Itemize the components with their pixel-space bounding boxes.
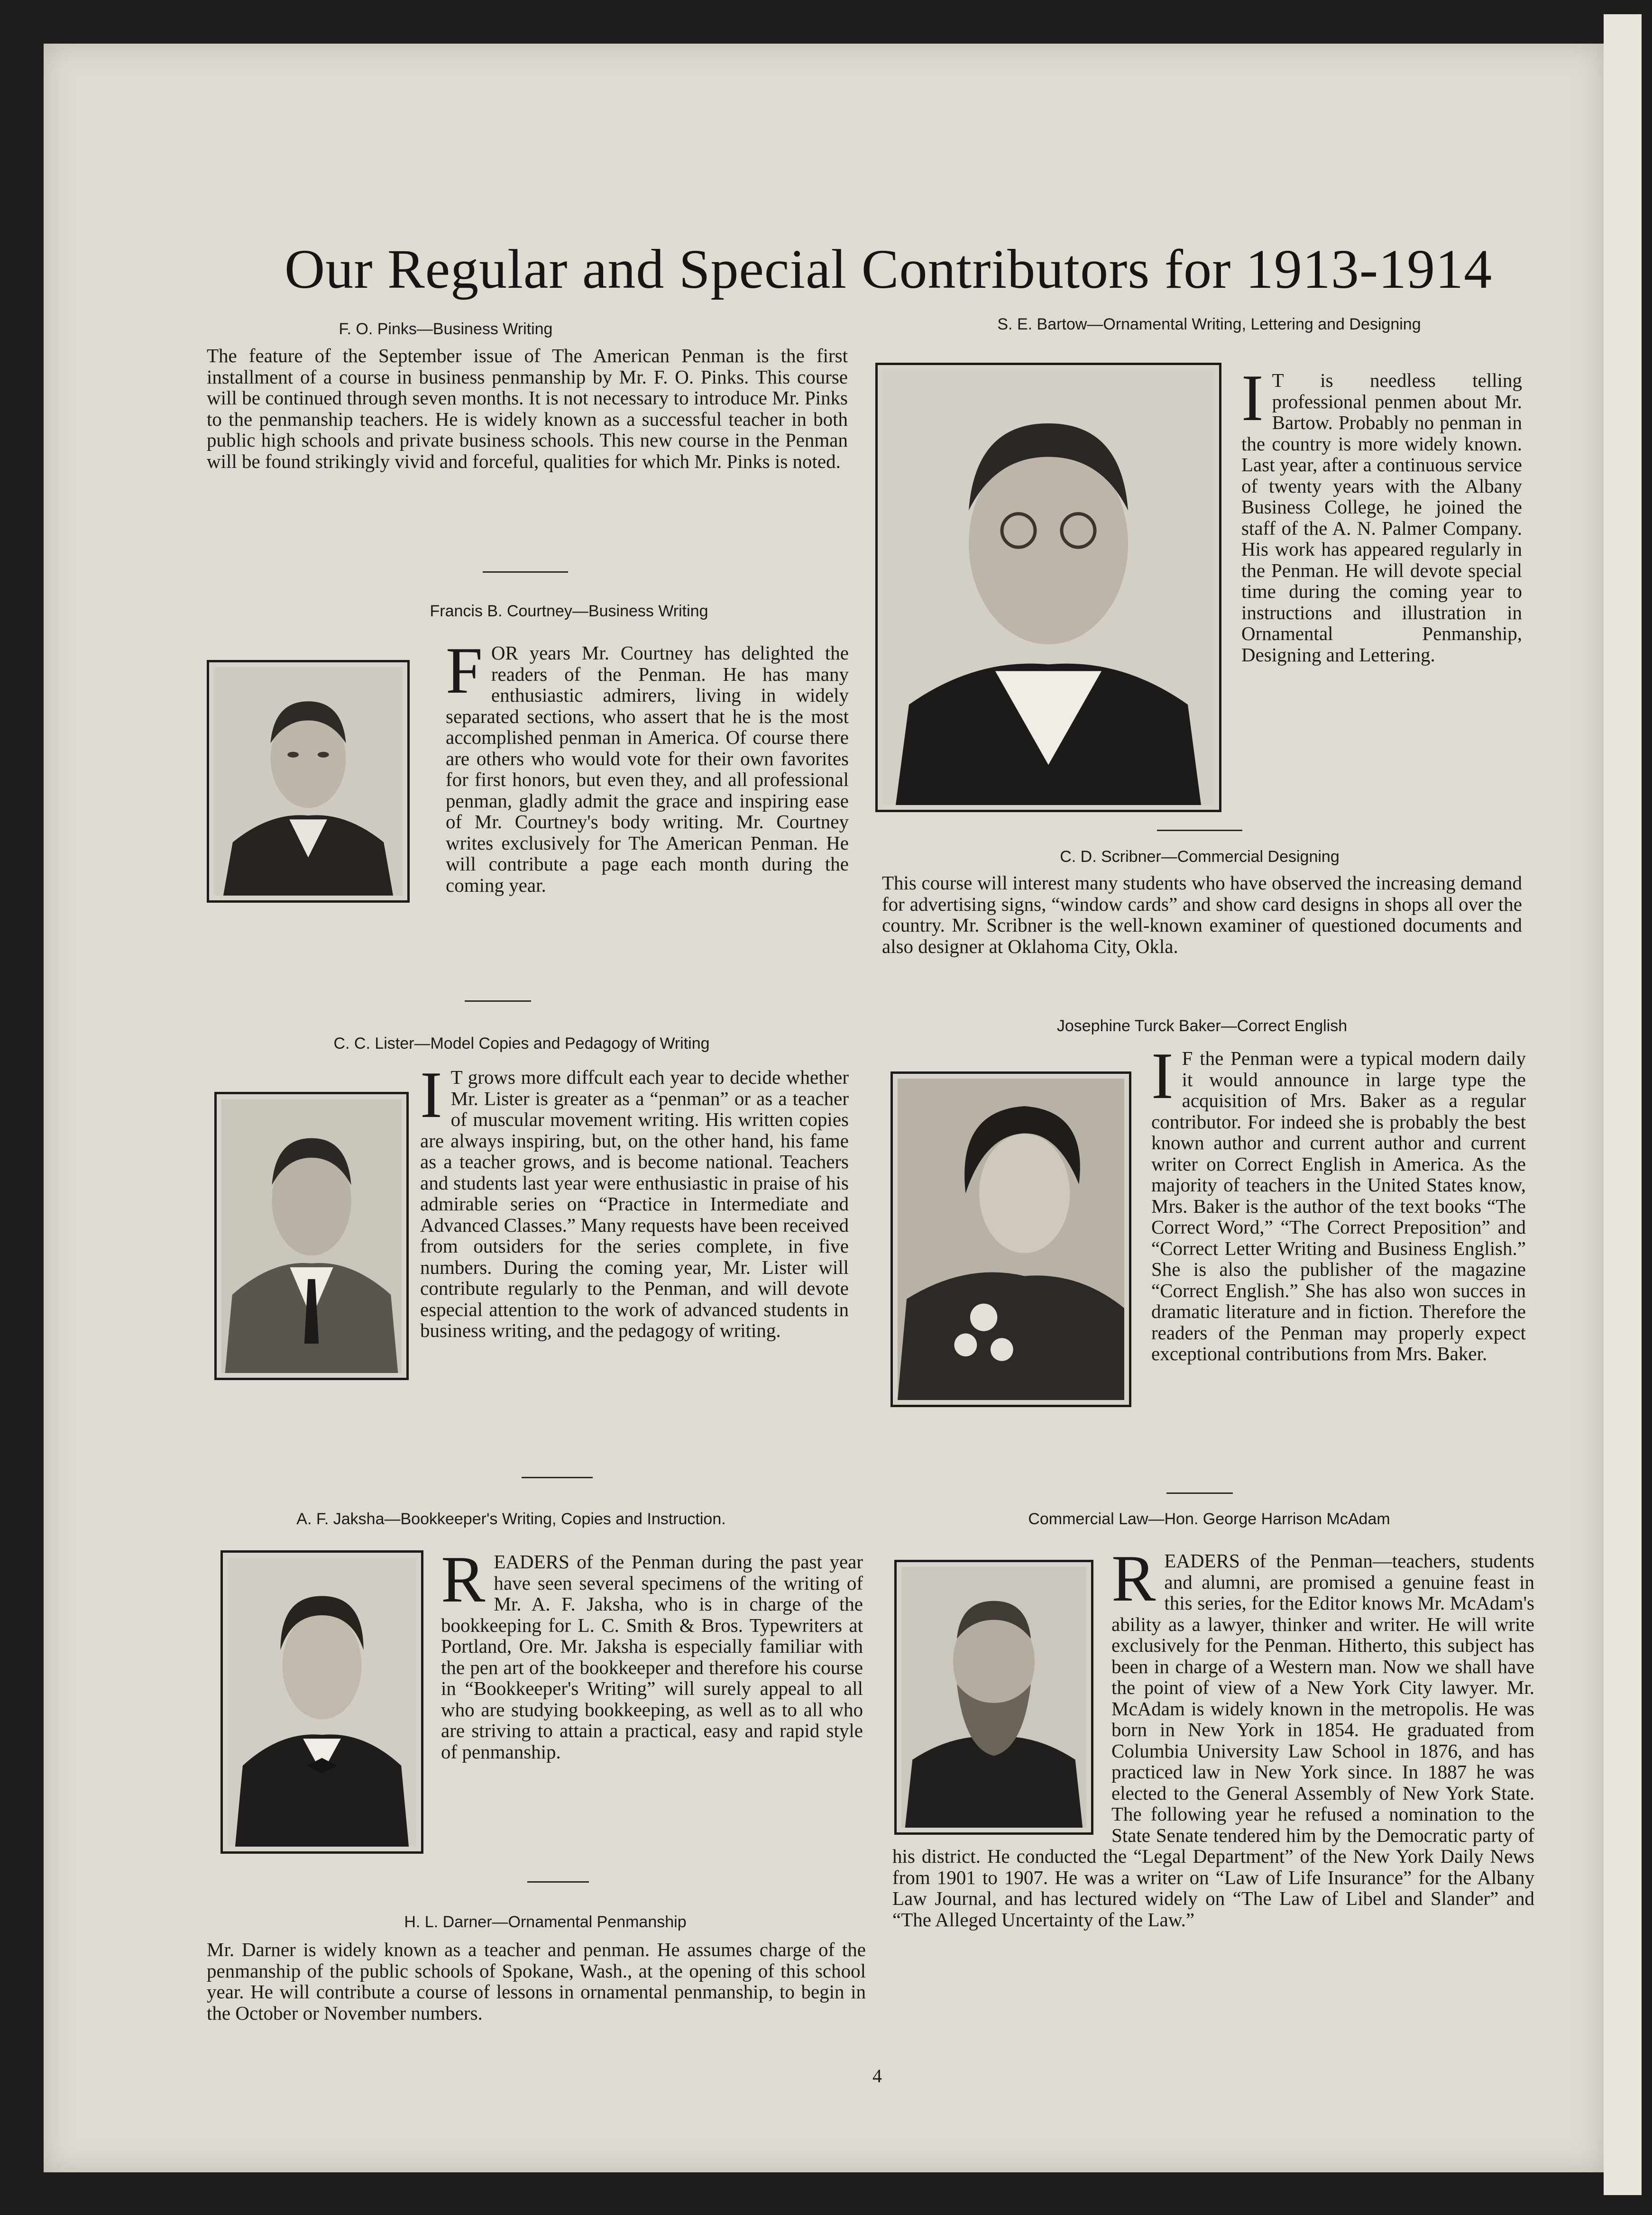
photo-spacer (892, 1550, 1111, 1832)
dropcap: R (1111, 1542, 1156, 1615)
lister-paragraph: T grows more diffcult each year to decide whether Mr. Lister is greater as a “penman” or as a teacher of muscular movement writing. His written copies are always inspiring, but, on the other hand, his fame as a teacher grows, and is become national. Teachers and students last year were enthusiastic in praise of his admirable series on “Practice in Intermediate and Advanced Classes.” Many requests have been received from outsiders for the series complete, in five numbers. During the coming year, Mr. Lister will contribute regularly to the Penman, and will devote especial attention to the work of advanced students in business writing, and the pedagogy of writing. (420, 1066, 849, 1341)
scribner-heading: C. D. Scribner—Commercial Designing (1060, 848, 1340, 866)
jaksha-paragraph: EADERS of the Penman during the past year have seen several specimens of the writing of Mr. A. F. Jaksha, who is in charge of the bookkeeping for L. C. Smith & Bros. Typewriters at Portland, Ore. Mr. Jaksha is especially familiar with the pen art of the bookkeeper and therefore his course in “Bookkeeper's Writing” will surely appeal to all who are studying bookkeeping, as well as to all who are striving to attain a practical, easy and rapid style of penmanship. (441, 1551, 863, 1763)
pinks-heading: F. O. Pinks—Business Writing (339, 320, 553, 338)
pinks-text: The feature of the September issue of The American Penman is the first installment of a course in business penmanship by Mr. F. O. Pinks. This course will be continued through seven months. It is not necessary to introduce Mr. Pinks to the penmanship teachers. He is widely known as a successful teacher in both public high schools and private business schools. This new course in the Penman will be found strikingly vivid and forceful, qualities for which Mr. Pinks is noted. (207, 345, 848, 472)
darner-heading: H. L. Darner—Ornamental Penmanship (404, 1913, 687, 1931)
jaksha-portrait (220, 1550, 423, 1854)
lister-text (207, 1058, 849, 1389)
photo-spacer (207, 1067, 420, 1389)
dropcap: R (441, 1543, 486, 1616)
bartow-text (1241, 361, 1522, 666)
lister-heading: C. C. Lister—Model Copies and Pedagogy of Writing (333, 1034, 710, 1053)
mcadam-text (892, 1542, 1534, 1931)
page-edge (1604, 14, 1642, 2195)
divider (522, 1477, 593, 1478)
baker-paragraph: F the Penman were a typical modern daily it would announce in large type the acquisition of Mrs. Baker as a regular contributor. For indeed she is probably the best known author and current author and current writer on Correct English in America. As the majority of teachers in the United States know, Mrs. Baker is the author of the text books “The Correct Word,” “The Correct Preposition” and “Correct Letter Writing and Business English.” She is also the publisher of the magazine “Correct English.” She has also won succes in dramatic literature and in fiction. Therefore the readers of the Penman may properly expect exceptional contributions from Mrs. Baker. (1151, 1047, 1526, 1364)
bartow-paragraph: T is needless telling professional penmen about Mr. Bartow. Probably no penman in the country is more widely known. Last year, after a continuous service of twenty years with the Albany Business College, he joined the staff of the A. N. Palmer Company. His work has appeared regularly in the Penman. He will devote special time during the coming year to instructions and illustration in Ornamental Penmanship, Designing and Lettering. (1241, 369, 1522, 666)
portrait-image (214, 667, 403, 896)
courtney-text (446, 634, 849, 896)
dropcap: I (1241, 361, 1264, 435)
dropcap: I (1151, 1039, 1174, 1113)
page-title: Our Regular and Special Contributors for 1913-1914 (285, 238, 1493, 300)
scribner-text: This course will interest many students who have observed the increasing demand for advertising signs, “window cards” and show card designs in shops all over the country. Mr. Scribner is the well-known examiner of questioned documents and also designer at Oklahoma City, Okla. (882, 872, 1522, 957)
baker-text (881, 1039, 1526, 1460)
mcadam-heading: Commercial Law—Hon. George Harrison McAdam (1028, 1510, 1390, 1528)
jaksha-heading: A. F. Jaksha—Bookkeeper's Writing, Copies and Instruction. (296, 1510, 726, 1528)
darner-text: Mr. Darner is widely known as a teacher and penman. He assumes charge of the penmanship of the public schools of Spokane, Wash., at the opening of this school year. He will contribute a course of lessons in ornamental penmanship, to begin in the October or November numbers. (207, 1939, 866, 2024)
bartow-heading: S. E. Bartow—Ornamental Writing, Lettering and Designing (997, 315, 1421, 333)
portrait-image (228, 1557, 416, 1847)
bartow-portrait (875, 363, 1221, 812)
courtney-portrait (207, 660, 410, 903)
divider (483, 571, 568, 573)
jaksha-text (441, 1543, 863, 1763)
baker-heading: Josephine Turck Baker—Correct English (1056, 1017, 1348, 1035)
dropcap: I (420, 1058, 442, 1132)
divider (465, 1000, 531, 1002)
page-number: 4 (872, 2065, 882, 2087)
mcadam-paragraph: EADERS of the Penman—teachers, students and alumni, are promised a genuine feast in this series, for the Editor knows Mr. McAdam's ability as a lawyer, thinker and writer. He will write exclusively for the Penman. Hitherto, this subject has been in charge of a Western man. Now we shall have the point of view of a New York City lawyer. Mr. McAdam is widely known in the metropolis. He was born in New York in 1854. He graduated from Columbia University Law School in 1876, and has practiced law in New York since. In 1887 he was elected to the General Assembly of New York State. The following year he refused a nomination to the State Senate tendered him by the Democratic party of his district. He conducted the “Legal Department” of the New York Daily News from 1901 to 1907. He was a writer on “Law of Life Insurance” for the Albany Law Journal, and has lectured widely on “The Law of Libel and Slander” and “The Alleged Uncertainty of the Law.” (892, 1550, 1534, 1931)
divider (527, 1881, 589, 1883)
portrait-image (882, 370, 1214, 805)
courtney-paragraph: OR years Mr. Courtney has delighted the readers of the Penman. He has many enthusiastic admirers, living in widely separated sections, who assert that he is the most accomplished penman in America. Of course there are others who would vote for their own favorites for first honors, but even they, and all professional penman, gladly admit the grace and inspiring ease of Mr. Courtney's body writing. Mr. Courtney writes exclusively for The American Penman. He will contribute a page each month during the coming year. (446, 642, 849, 896)
courtney-heading: Francis B. Courtney—Business Writing (430, 602, 708, 620)
divider (1157, 830, 1242, 831)
photo-spacer (881, 1048, 1151, 1460)
divider (1166, 1492, 1233, 1494)
dropcap: F (446, 634, 483, 707)
